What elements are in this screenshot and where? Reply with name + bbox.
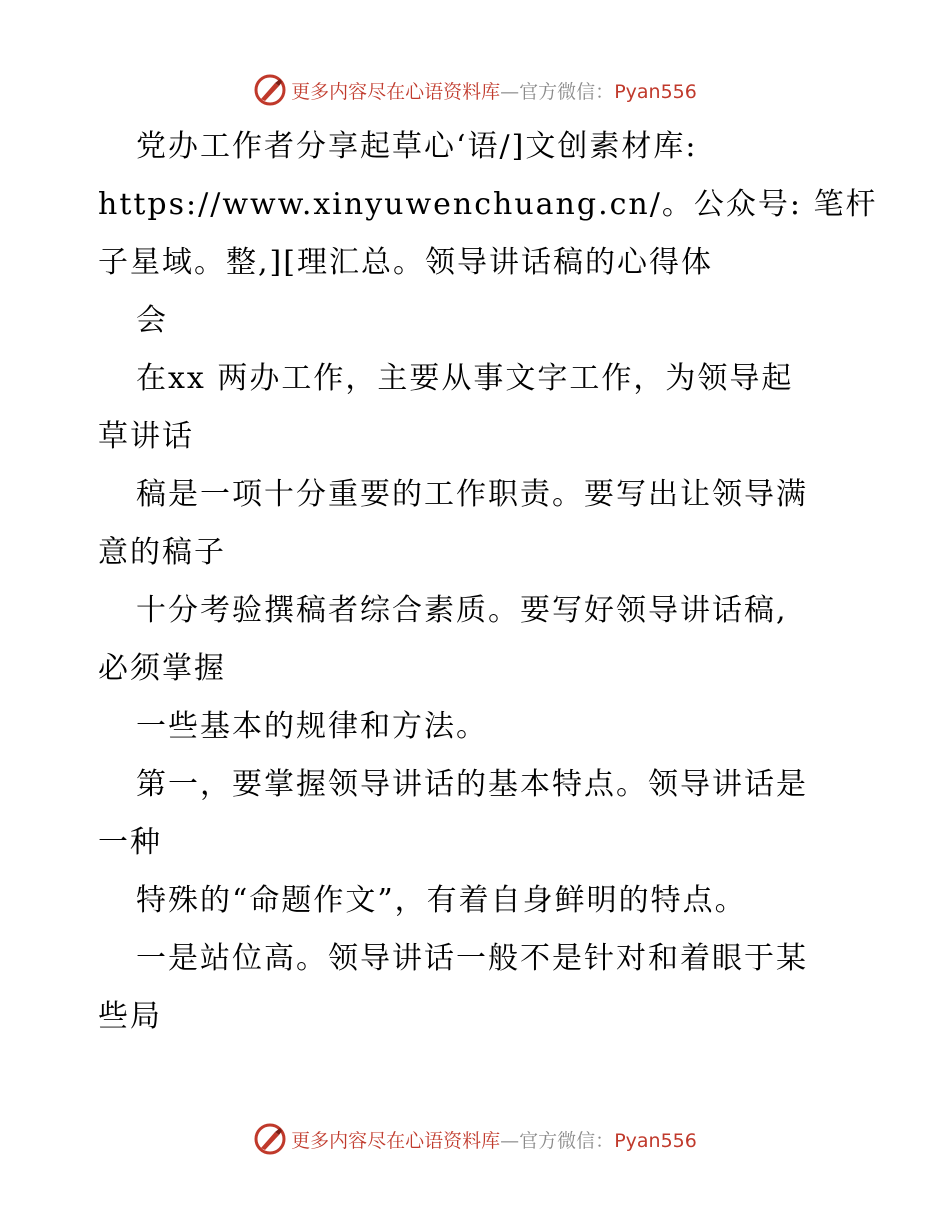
text-line: 第一，要掌握领导讲话的基本特点。领导讲话是	[136, 767, 808, 802]
text-line: https://www.xinyuwenchuang.cn/。公众号: 笔杆	[98, 187, 878, 222]
text-line: 十分考验撰稿者综合素质。要写好领导讲话稿,	[136, 593, 788, 628]
text-line: 草讲话	[98, 419, 194, 454]
banner-text: 更多内容尽在心语资料库—官方微信：Pyan556	[291, 80, 697, 103]
header-banner	[0, 70, 950, 110]
text-line: 必须掌握	[98, 651, 226, 686]
text-line: 一是站位高。领导讲话一般不是针对和着眼于某	[136, 941, 808, 976]
text-line: 会	[136, 303, 168, 338]
text-line: 党办工作者分享起草心‘语/]文创素材库:	[136, 129, 698, 164]
text-line: 意的稿子	[98, 535, 226, 570]
text-line: 些局	[98, 999, 162, 1034]
text-line: 稿是一项十分重要的工作职责。要写出让领导满	[136, 477, 808, 512]
footer-banner	[0, 1119, 950, 1159]
pen-logo-icon	[253, 1122, 287, 1156]
document-body	[98, 118, 878, 1046]
pen-logo-icon	[253, 73, 287, 107]
text-line: 在xx 两办工作，主要从事文字工作，为领导起	[136, 361, 794, 396]
banner-text: 更多内容尽在心语资料库—官方微信：Pyan556	[291, 1129, 697, 1152]
text-line: 一些基本的规律和方法。	[136, 709, 488, 744]
text-line: 子星域。整,][理汇总。领导讲话稿的心得体	[98, 245, 713, 280]
text-line: 一种	[98, 825, 162, 860]
text-line: 特殊的“命题作文”，有着自身鲜明的特点。	[136, 883, 747, 918]
